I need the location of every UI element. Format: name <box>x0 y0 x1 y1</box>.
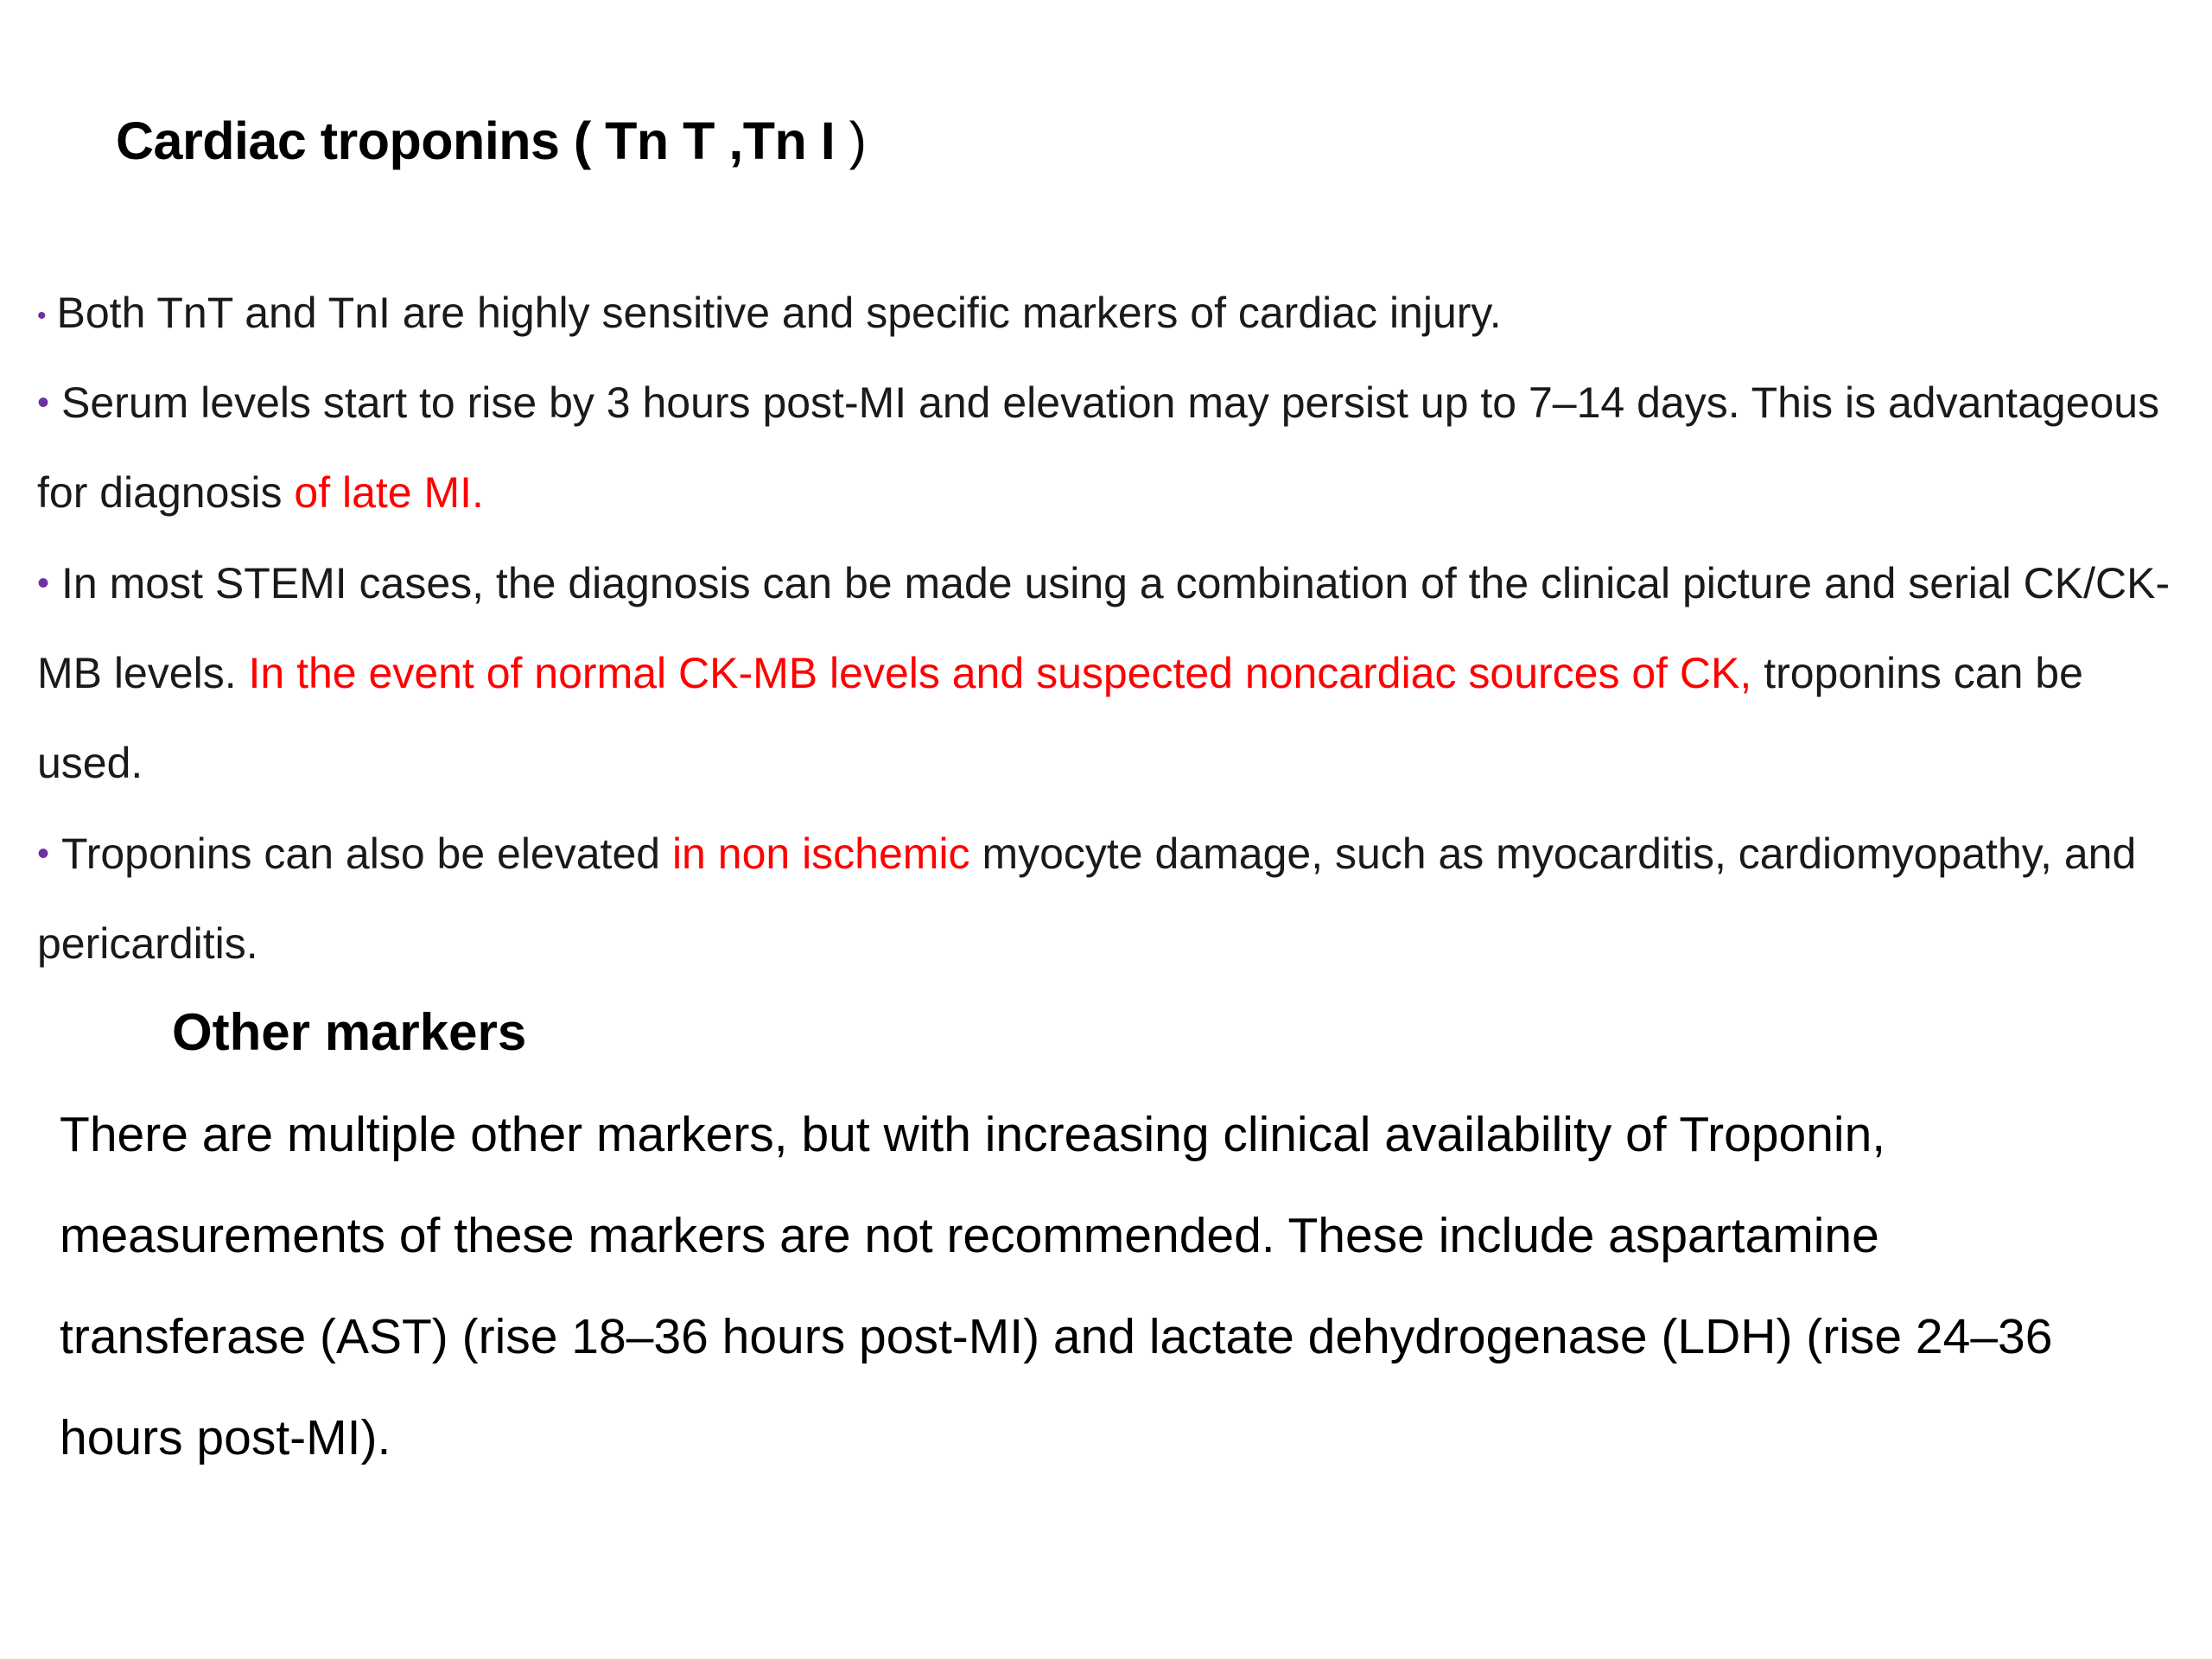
bullet-2-text: Serum levels start to rise by 3 hours post-MI and elevation may persist up to 7–14 days. This is advantageous for diagnosis <box>37 378 2160 517</box>
bullet-4-text: Troponins can also be elevated <box>61 830 672 878</box>
bullet-4-highlight: in non ischemic <box>671 830 970 878</box>
bullet-1-text: Both TnT and TnI are highly sensitive and specific markers of cardiac injury. <box>56 289 1502 337</box>
bullet-dot-icon: • <box>37 564 50 602</box>
bullet-4-text-end: myocyte damage, such as myocarditis, cardiomyopathy, and pericarditis. <box>37 830 2137 968</box>
bullet-1 <box>37 268 2189 361</box>
bullet-dot-icon: • <box>37 835 50 873</box>
bullet-dot-icon: • <box>37 302 47 330</box>
bullet-2 <box>37 358 2189 537</box>
bullet-3 <box>37 538 2189 808</box>
bullet-3-text-end: troponins can be used. <box>37 649 2083 787</box>
slide-title-main: Cardiac troponins ( Tn T ,Tn I <box>116 111 849 170</box>
other-markers-heading: Other markers <box>172 1003 527 1061</box>
bullet-3-highlight: In the event of normal CK-MB levels and suspected noncardiac sources of CK, <box>248 649 1752 697</box>
other-markers-body: There are multiple other markers, but with increasing clinical availability of Troponin, measurements of these markers are not recommended. These include aspartamine transferase (AST) (rise 18–36 hours post-MI) and lactate dehydrogenase (LDH) (rise 24–36 hours post-MI). <box>60 1107 2053 1465</box>
bullet-2-highlight: of late MI. <box>294 468 484 517</box>
slide-title <box>116 111 867 171</box>
bullet-4 <box>37 809 2189 988</box>
bullet-dot-icon: • <box>37 384 50 422</box>
bullet-3-text: In most STEMI cases, the diagnosis can be made using a combination of the clinical picture and serial CK/CK-MB levels. <box>37 559 2171 697</box>
slide-title-close-paren: ) <box>849 111 867 170</box>
